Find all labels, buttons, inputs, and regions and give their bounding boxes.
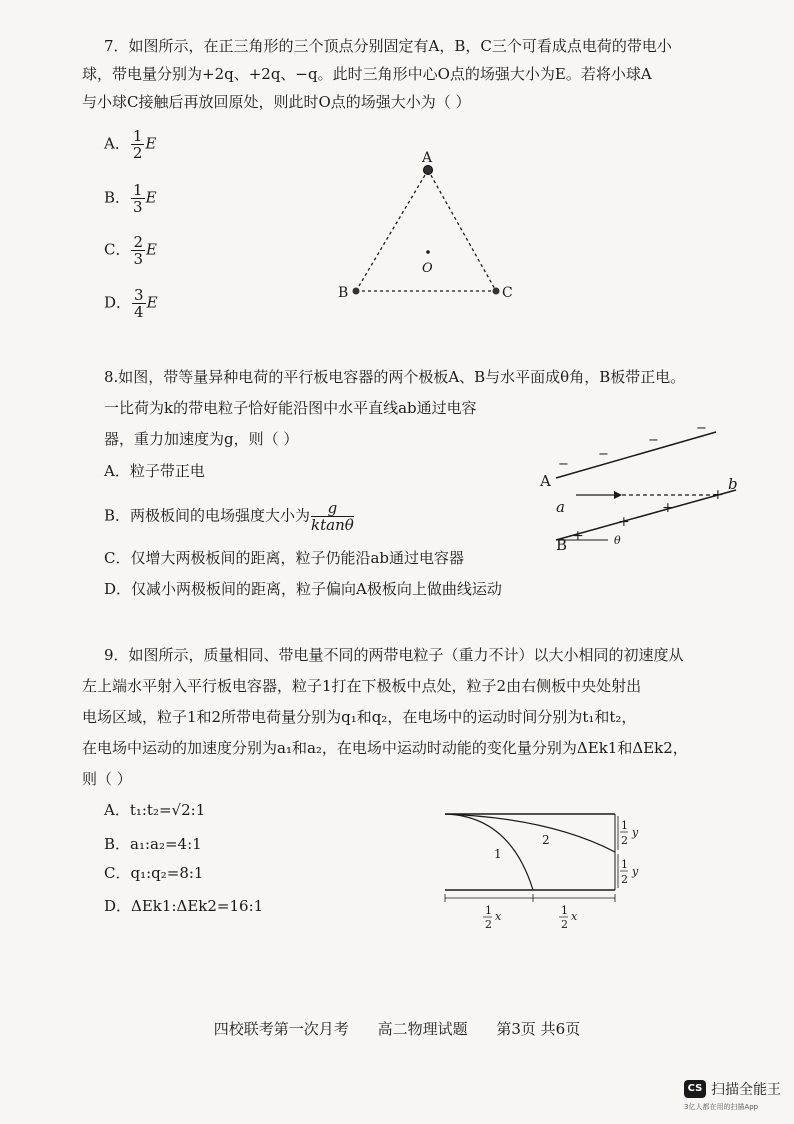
- footer-page: 第3页 共6页: [496, 1020, 581, 1038]
- svg-text:+: +: [572, 528, 584, 544]
- q7-option-b: B． $\frac{1}{3}$ E: [104, 181, 157, 216]
- label-o: O: [422, 261, 433, 276]
- q9-text-line2: 左上端水平射入平行板电容器，粒子1打在下极板中点处，粒子2由右侧板中央处射出: [82, 677, 642, 695]
- camscanner-name: 扫描全能王: [711, 1082, 781, 1098]
- svg-text:1: 1: [485, 904, 492, 917]
- label-a: A: [422, 150, 433, 166]
- q9-text-line4: 在电场中运动的加速度分别为a₁和a₂，在电场中运动时动能的变化量分别为ΔEk1和ΔEk2，: [82, 739, 688, 757]
- charge-b: [353, 288, 360, 295]
- svg-text:2: 2: [621, 834, 628, 847]
- page-footer: [0, 1018, 794, 1039]
- svg-text:+: +: [618, 514, 630, 530]
- q8-capacitor-diagram: [536, 420, 756, 560]
- q7-option-c: C． $\frac{2}{3}$ E: [104, 233, 157, 268]
- svg-text:−: −: [558, 457, 569, 472]
- svg-text:2: 2: [542, 833, 550, 847]
- svg-text:y: y: [632, 826, 639, 839]
- q9-option-d: D．ΔEk1:ΔEk2=16:1: [104, 897, 264, 915]
- svg-text:x: x: [495, 910, 502, 923]
- svg-text:x: x: [571, 910, 578, 923]
- q7-triangle-diagram: [330, 148, 530, 308]
- q8-option-d: D．仅减小两极板间的距离，粒子偏向A极板向上做曲线运动: [104, 580, 502, 598]
- svg-text:−: −: [648, 433, 659, 448]
- center-o: [426, 250, 430, 254]
- svg-text:2: 2: [485, 918, 492, 931]
- q9-option-b: B．a₁:a₂=4:1: [104, 835, 202, 853]
- point-b-label: b: [728, 475, 738, 493]
- q7-option-a: A． $\frac{1}{2}$ E: [104, 127, 157, 162]
- footer-subject: 高二物理试题: [377, 1020, 468, 1038]
- svg-text:1: 1: [494, 847, 502, 861]
- q7-option-d: D． $\frac{3}{4}$ E: [104, 286, 158, 321]
- label-c: C: [502, 285, 513, 301]
- svg-text:+: +: [662, 500, 674, 516]
- plate-b-label: B: [556, 536, 568, 554]
- q7-text-line2: 球，带电量分别为+2q、+2q、−q。此时三角形中心O点的场强大小为E。若将小球A: [82, 65, 652, 83]
- footer-exam: 四校联考第一次月考: [213, 1020, 349, 1038]
- label-b: B: [338, 285, 349, 301]
- camscanner-logo-icon: CS: [684, 1080, 706, 1098]
- svg-text:+: +: [712, 487, 724, 503]
- q7-text-line3: 与小球C接触后再放回原处，则此时O点的场强大小为（ ）: [82, 93, 471, 111]
- svg-text:−: −: [598, 447, 609, 462]
- charge-a: [424, 166, 433, 175]
- svg-text:1: 1: [561, 904, 568, 917]
- svg-text:2: 2: [621, 873, 628, 886]
- q7-text-line1: 7．如图所示，在正三角形的三个顶点分别固定有A，B，C三个可看成点电荷的带电小: [104, 37, 672, 55]
- q9-option-a: A．t₁:t₂=√2:1: [104, 801, 206, 819]
- q8-option-b: B．两极板间的电场强度大小为 $\frac{g}{ktan\theta}$: [104, 499, 354, 534]
- q8-text-line2: 一比荷为k的带电粒子恰好能沿图中水平直线ab通过电容: [104, 399, 477, 417]
- q9-text-line1: 9．如图所示，质量相同、带电量不同的两带电粒子（重力不计）以大小相同的初速度从: [104, 646, 684, 664]
- plate-a-label: A: [540, 472, 551, 490]
- svg-text:1: 1: [621, 858, 628, 871]
- point-a-label: a: [556, 498, 565, 516]
- q8-text-line1: 8.如图，带等量异种电荷的平行板电容器的两个极板A、B与水平面成θ角，B板带正电。: [104, 368, 686, 386]
- q8-text-line3: 器，重力加速度为g，则（ ）: [104, 430, 299, 448]
- svg-text:1: 1: [621, 819, 628, 832]
- q9-option-c: C．q₁:q₂=8:1: [104, 864, 204, 882]
- svg-text:y: y: [632, 865, 639, 878]
- svg-text:−: −: [696, 421, 707, 436]
- camscanner-tagline: 3亿人都在用的扫描App: [684, 1103, 759, 1111]
- theta-label: θ: [614, 534, 621, 547]
- svg-text:2: 2: [561, 918, 568, 931]
- charge-c: [493, 288, 500, 295]
- q9-text-line3: 电场区域，粒子1和2所带电荷量分别为q₁和q₂，在电场中的运动时间分别为t₁和t₂，: [82, 708, 637, 726]
- q9-text-line5: 则（ ）: [82, 770, 132, 788]
- q8-option-a: A．粒子带正电: [104, 462, 205, 480]
- q9-deflection-diagram: [440, 804, 660, 934]
- q8-option-c: C．仅增大两极板间的距离，粒子仍能沿ab通过电容器: [104, 549, 465, 567]
